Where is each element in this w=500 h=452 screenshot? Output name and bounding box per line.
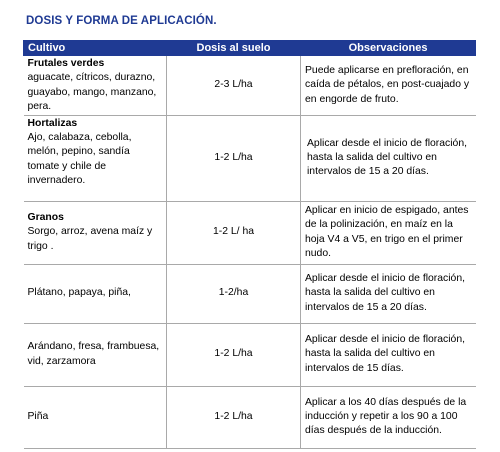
table-row: [24, 264, 476, 323]
observations-cell: [301, 56, 476, 116]
crop-list: Piña: [27, 410, 49, 422]
application-table: [23, 40, 475, 449]
table-row: [24, 56, 476, 116]
dose-cell: 1-2 L/ha: [167, 386, 301, 448]
crop-cell: [24, 56, 167, 116]
crop-list: Sorgo, arroz, avena maíz y trigo .: [27, 226, 153, 252]
dose-table: [23, 40, 476, 449]
crop-cell: [24, 323, 167, 386]
crop-cell: [24, 264, 167, 323]
observations-text: Aplicar a los 40 días después de la inducción y repetir a los 90 a 100 días después de la inducción.: [305, 396, 467, 437]
header-crop: Cultivo: [24, 41, 167, 56]
observations-text: Aplicar desde el inicio de floración, hasta la salida del cultivo en intervalos de 15 días.: [305, 334, 465, 374]
crop-cell: [24, 201, 167, 264]
table-row: [24, 115, 476, 201]
table-row: [24, 323, 476, 386]
observations-cell: [301, 115, 476, 201]
crop-list: Arándano, fresa, frambuesa, vid, zarzamora: [27, 341, 160, 367]
dose-cell: 1-2 L/ha: [167, 323, 301, 386]
crop-list: Ajo, calabaza, cebolla, melón, pepino, sandía tomate y chile de invernadero.: [27, 132, 132, 187]
crop-group-name: Granos: [27, 212, 64, 224]
crop-list: Plátano, papaya, piña,: [27, 287, 131, 299]
observations-text: Aplicar en inicio de espigado, antes de la polinización, en maíz en la hoja V4 a V5, en trigo en el primer nudo.: [305, 204, 469, 260]
header-observations: Observaciones: [301, 41, 476, 56]
page-title: DOSIS Y FORMA DE APLICACIÓN.: [26, 15, 217, 27]
crop-cell: [24, 115, 167, 201]
observations-cell: [301, 264, 476, 323]
crop-group-name: Frutales verdes: [27, 58, 105, 69]
crop-cell: [24, 386, 167, 448]
observations-cell: [301, 323, 476, 386]
dose-cell: 1-2 L/ha: [167, 115, 301, 201]
header-dose: Dosis al suelo: [167, 41, 301, 56]
observations-text: Aplicar desde el inicio de floración, hasta la salida del cultivo en intervalos de 15 a 20 días.: [307, 137, 467, 178]
dose-cell: 1-2 L/ ha: [167, 201, 301, 264]
observations-text: Puede aplicarse en prefloración, en caída de pétalos, en post-cuajado y en engorde de fruto.: [305, 64, 470, 105]
crop-list: aguacate, cítricos, durazno, guayabo, mango, manzano, pera.: [27, 72, 157, 113]
observations-cell: [301, 201, 476, 264]
crop-group-name: Hortalizas: [27, 117, 78, 129]
observations-cell: [301, 386, 476, 448]
table-row: [24, 201, 476, 264]
observations-text: Aplicar desde el inicio de floración, hasta la salida del cultivo en intervalos de 15 a 20 días.: [305, 273, 465, 313]
table-row: [24, 386, 476, 448]
dose-cell: 2-3 L/ha: [167, 56, 301, 116]
table-header-row: [24, 41, 476, 56]
dose-cell: 1-2/ha: [167, 264, 301, 323]
